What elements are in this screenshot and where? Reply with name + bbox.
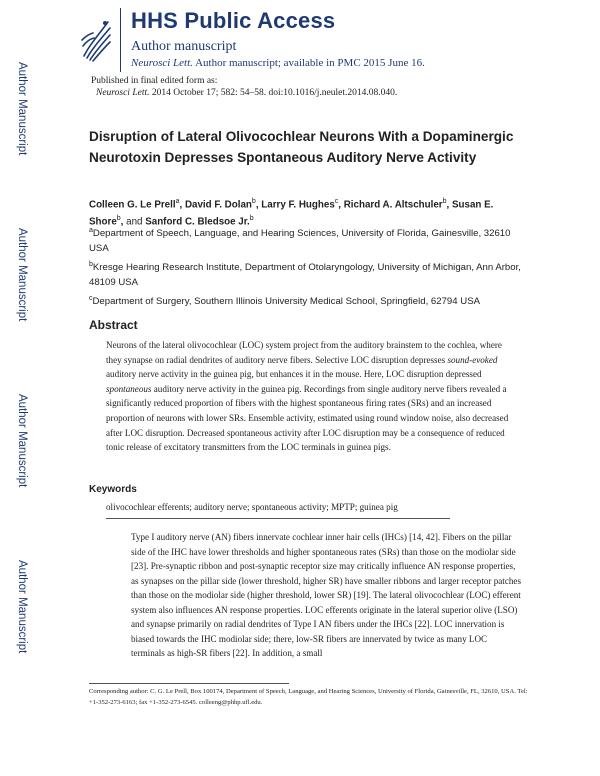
abstract-text-part: Neurons of the lateral olivocochlear (LOC) system project from the auditory brainstem to the cochlea, where they synapse on radial dendrites of auditory nerve fibers. Selective LOC disruption depresses	[106, 340, 502, 365]
affiliation	[89, 292, 529, 310]
author-sup: a	[175, 198, 180, 205]
corresponding-author-footnote: Corresponding author: C. G. Le Prell, Box 100174, Department of Speech, Language, and Hearing Sciences, University of Florida, Gainesville, FL, 32610, USA. Tel: +1-352-273-6163; fax +1-352-273-6545. colleeng@phhp.ufl.edu.	[89, 688, 528, 706]
body-paragraph: Type I auditory nerve (AN) fibers innervate cochlear inner hair cells (IHCs) [14, 42]. Fibers on the pillar side of the IHC have lower thresholds and higher spontaneous rates (SRs) than those on the modiolar side [23]. Pre-synaptic ribbon and post-synaptic receptor size may critically influence AN response properties, as synapses on the pillar side (lower threshold, higher SR) have smaller ribbons and larger receptor patches than those on the modiolar side (higher threshold, lower SR) [19]. The lateral olivocochlear (LOC) efferent system also influences AN response properties. LOC efferents originate in the lateral superior olive (LSO) and synapse primarily on radial dendrites of Type I AN fibers under the IHCs [22]. LOC innervation is biased towards the IHC modiolar side; there, low-SR fibers are innervated by twice as many LOC terminals as high-SR fibers [22]. In addition, a small	[131, 532, 521, 659]
sidebar-author-manuscript-label: Author Manuscript	[16, 394, 28, 488]
abstract-emphasis: spontaneous	[106, 383, 152, 394]
hhs-eagle-logo-icon	[80, 16, 112, 62]
affiliation-text: Kresge Hearing Research Institute, Department of Otolaryngology, University of Michigan, Ann Arbor, 48109 USA	[89, 262, 521, 288]
author-sup: b	[251, 198, 256, 205]
author-name: Richard A. Altschuler	[343, 199, 443, 211]
abstract-emphasis: sound-evoked	[447, 354, 498, 365]
author-list: Colleen G. Le Prell$^a$, David F. Dolan$^b$, Larry F. Hughes$^c$, Richard A. Altschuler$^b$, Susan E. Shore$^b$, and Sanford C. Bledsoe Jr.$^b$	[89, 198, 494, 228]
abstract-text-part: auditory nerve activity in the guinea pig, but enhances it in the mouse. Here, LOC disruption depressed	[106, 369, 482, 380]
citation-journal: Neurosci Lett.	[96, 88, 150, 98]
affiliation-sup: a	[89, 227, 93, 234]
citation-line	[96, 88, 397, 98]
journal-availability	[131, 57, 425, 69]
author-name: Sanford C. Bledsoe Jr.	[145, 216, 250, 228]
sidebar-author-manuscript-label: Author Manuscript	[16, 228, 28, 322]
affiliation-sup: b	[89, 261, 93, 268]
affiliation-sup: c	[89, 295, 93, 302]
author-sup: c	[334, 198, 339, 205]
footnote-divider	[89, 683, 289, 684]
authors-and: and	[126, 216, 143, 228]
citation-details: 2014 October 17; 582: 54–58. doi:10.1016/j.neulet.2014.08.040.	[149, 88, 398, 98]
paper-title: Disruption of Lateral Olivocochlear Neurons With a Dopaminergic Neurotoxin Depresses Spontaneous Auditory Nerve Activity	[89, 129, 514, 165]
affiliation	[89, 258, 529, 290]
author-sup: b	[442, 198, 447, 205]
keywords-list: olivocochlear efferents; auditory nerve; spontaneous activity; MPTP; guinea pig	[106, 502, 398, 512]
availability-text: Author manuscript; available in PMC 2015 June 16.	[192, 57, 425, 69]
affiliation	[89, 224, 529, 256]
affiliation-text: Department of Surgery, Southern Illinois University Medical School, Springfield, 62794 USA	[92, 296, 480, 308]
abstract-heading: Abstract	[89, 318, 138, 332]
author-sup: b	[249, 215, 254, 223]
keywords-heading: Keywords	[89, 484, 137, 495]
author-sup: b	[116, 215, 121, 223]
keywords-divider	[106, 518, 450, 519]
sidebar-author-manuscript-label: Author Manuscript	[16, 560, 28, 654]
affiliation-text: Department of Speech, Language, and Hearing Sciences, University of Florida, Gainesville, 32610 USA	[89, 228, 511, 254]
abstract-text-part: auditory nerve activity in the guinea pig. Recordings from single auditory nerve fibers revealed a significantly reduced proportion of fibers with the highest spontaneous firing rates (SRs) and an increased proportion of neurons with lower SRs. Ensemble activity, estimated using round window noise, also decreased after LOC disruption. Decreased spontaneous activity after LOC disruption may be a consequence of reduced tonic release of excitatory transmitters from the LOC terminals in guinea pigs.	[106, 383, 509, 453]
published-in-label: Published in final edited form as:	[91, 76, 218, 86]
author-name: David F. Dolan	[184, 199, 252, 211]
sidebar-author-manuscript-label: Author Manuscript	[16, 62, 28, 156]
abstract-body	[106, 338, 516, 455]
journal-abbrev: Neurosci Lett.	[131, 57, 193, 69]
author-name: Larry F. Hughes	[261, 199, 335, 211]
author-name: Susan E. Shore	[89, 199, 494, 228]
author-name: Colleen G. Le Prell	[89, 199, 176, 211]
hhs-public-access-title: HHS Public Access	[131, 8, 336, 33]
header-divider	[120, 8, 121, 72]
author-manuscript-subtitle: Author manuscript	[131, 39, 237, 54]
